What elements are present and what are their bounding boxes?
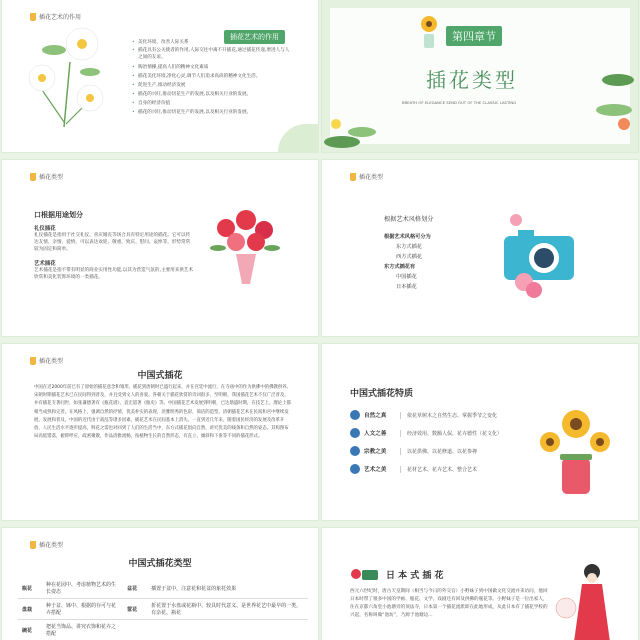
slide-5[interactable] <box>2 344 318 520</box>
list-item: 西方式插花 <box>396 254 422 260</box>
list-item: • 陶冶情操,提高人们的精神文化素质 <box>132 63 302 72</box>
slide-header: 插花艺术的作用 <box>30 12 81 21</box>
list-item: • 插花具有公关使者的作用,人际交往中离不开插花,通过插花传递,增进人与人之间的友谊。 <box>132 47 292 61</box>
flower-bullet-icon <box>350 446 360 456</box>
slide-title: 中国式插花特质 <box>350 389 414 399</box>
flower-bullet-icon <box>350 410 360 420</box>
paragraph: 礼仪插花是指用于社交礼仪、喜庆婚丧等场合具有特定用途的插花。它可以传达友情、亲情、爱情，可以表达欢迎、敬重、致庆、慰问、哀悼等，形势常常较为固定和简单。 <box>34 233 191 252</box>
list-item: • 美化环境，改善人际关系 <box>132 38 302 47</box>
daisy-illustration <box>20 22 116 132</box>
group-title: 东方式插花有 <box>384 264 416 270</box>
list-item: • 插花的兴旺,推动切花生产的发展,以及相关行业的发展。 <box>132 90 302 99</box>
slide-2[interactable] <box>322 0 638 152</box>
list-item: 中国插花 <box>396 274 417 280</box>
feature-row: 自然之真 依花草树木之自然生态、掌握季节之变化 <box>350 410 502 420</box>
slide-3[interactable] <box>2 160 318 336</box>
geisha-illustration <box>552 558 622 640</box>
list-item: 东方式插花 <box>396 244 422 250</box>
slide-title: 中国式插花 <box>137 371 183 381</box>
bouquet-illustration <box>206 204 286 294</box>
feature-list <box>350 410 502 482</box>
slide-7[interactable] <box>2 528 318 640</box>
slide-header: 插花类型 <box>30 356 63 365</box>
subheading: 艺术插花 <box>34 261 56 267</box>
table-row: 盘栽 种于盆、钵中、根据的存可与花卉搭配 筐花 折花置于水盘或花瓶中、较具时代意义、是世界花艺中最早的一类，有杂花、瓶花 <box>18 599 308 620</box>
slide-title: 插花类型 <box>426 68 518 92</box>
feature-row: 宗教之美 以花供佛、以花修道、以花参禅 <box>350 446 502 456</box>
flower-camera-icon <box>350 566 380 582</box>
list-item: • 插花美化环境,净化心灵,调节人们追求高尚的精神文化生活。 <box>132 72 302 81</box>
table-row: 碗花 把花当饰品、讲究衣饰和花卉之搭配 <box>18 620 308 640</box>
slide-4[interactable] <box>322 160 638 336</box>
leaf-decoration <box>588 60 638 140</box>
flower-pot-icon <box>30 173 36 181</box>
flower-pot-icon <box>30 13 36 21</box>
group-title: 根据艺术风格可分为 <box>384 234 431 240</box>
types-table <box>18 578 308 640</box>
list-item: • 促进生产,推动经济发展 <box>132 81 302 90</box>
slide-1[interactable] <box>2 0 318 152</box>
paragraph: 艺术插花是指不带有明显的商业实用性功能,以其为营造气氛的,主要用来供艺术欣赏和美化装饰环境的一类插花。 <box>34 268 194 280</box>
flower-pot-icon <box>30 357 36 365</box>
slide-header: 插花类型 <box>30 172 63 181</box>
list-item: 日本插花 <box>396 284 417 290</box>
slide-6[interactable] <box>322 344 638 520</box>
chapter-tag: 第四章节 <box>446 26 502 46</box>
flower-pot-icon <box>350 173 356 181</box>
feature-row: 人文之善 经济效用、数额人侃、花卉德性（花文化） <box>350 428 502 438</box>
paragraph: 西元六世纪时，唐古天皇期间（相当与今日的外交官）小野妹子到中国做文化交流并来访问，他回日本时带了很多中国的学画、瓶花、文学、戏剧还有回及供佛的瓶花等。小野妹子是一位出家人，住在京都六角堂小池塘旁的顶法寺，日本第一个插花流派即在此地形成，从此日本有了插花学校的兴起，名称叫做“池坊”，乃源于池塘边... <box>350 589 548 618</box>
slide-subtitle: BREATH OF ELEGANCE SEND OUT OF THE CLASSIC LASTING <box>402 100 517 105</box>
leaf-corner <box>278 124 318 152</box>
slide-8[interactable] <box>322 528 638 640</box>
sunflower-vase-icon <box>414 12 444 52</box>
camera-flowers-illustration <box>496 210 586 300</box>
paragraph: 中国在近2000年前已有了原始的插花意念和雏形。插花到唐朝时已盛行起来，并在宫廷中流行，在寺庙中的作为供佛中的佛教供养。宋朝时期插花艺术已在民间得到普及，并且受到文人的喜爱。各朝关于插花欣赏的诗词很多，至明朝，我国插花艺术不仅广泛普及，并有插花专著问世，如张谦德著有《瓶花谱》，袁宏道著《瓶史》等。中国插花艺术发展到明朝，已达鼎盛时期，在技艺上、理论上都相当成熟和完善。在风格上，强调自然的抒情，优美朴实的表现，淡雅明秀的色彩，简洁的造型。清朝插花艺术在民间和宫中继续发展，发展和普及。中国的近代由于战乱等诸多因素，插花艺术在民间基本上消失。一直到近几年来，随着国民经济的发展及改革开放，人民生活水平逐步提高，鲜花之需也对回到了人们的生活当中，东方式插花倡向自然，讲究优美的线条和自然的姿态。其构图布局高低错落，俯仰呼应，疏密聚散，作品清雅流畅。按植物生长的自然形态，有直立、倾斜和下垂等不同的插花形式。 <box>34 385 292 440</box>
list-item: • 插花的兴旺,推动切花生产的发展,以及相关行业的发展。 <box>132 108 302 117</box>
section-heading: 口根据用途划分 <box>34 211 83 219</box>
slide-header: 插花类型 <box>30 540 63 549</box>
flower-bullet-icon <box>350 428 360 438</box>
slide-title: 中国式插花类型 <box>128 559 192 569</box>
section-heading: 根据艺术风格划分 <box>384 216 434 223</box>
slide-title: 日 本 式 插 花 <box>386 570 444 581</box>
effects-list <box>132 38 302 117</box>
leaf-decoration <box>322 102 392 152</box>
title-row <box>350 566 444 582</box>
slide-header: 插花类型 <box>350 172 383 181</box>
section-tag: 插花艺术的作用 <box>224 30 285 44</box>
table-row: 瓶花 种在花园中、考虑植物艺术的生长姿态 盆花 插置于盆中，注意花和花盆的象托效果 <box>18 578 308 599</box>
flower-pot-icon <box>30 541 36 549</box>
sunflower-jar-illustration <box>536 402 616 502</box>
feature-row: 艺术之美 花材艺术、花卉艺术、整合艺术 <box>350 464 502 474</box>
list-item: • 自身的经济价值 <box>132 99 302 108</box>
subheading: 礼仪插花 <box>34 226 56 232</box>
flower-bullet-icon <box>350 464 360 474</box>
